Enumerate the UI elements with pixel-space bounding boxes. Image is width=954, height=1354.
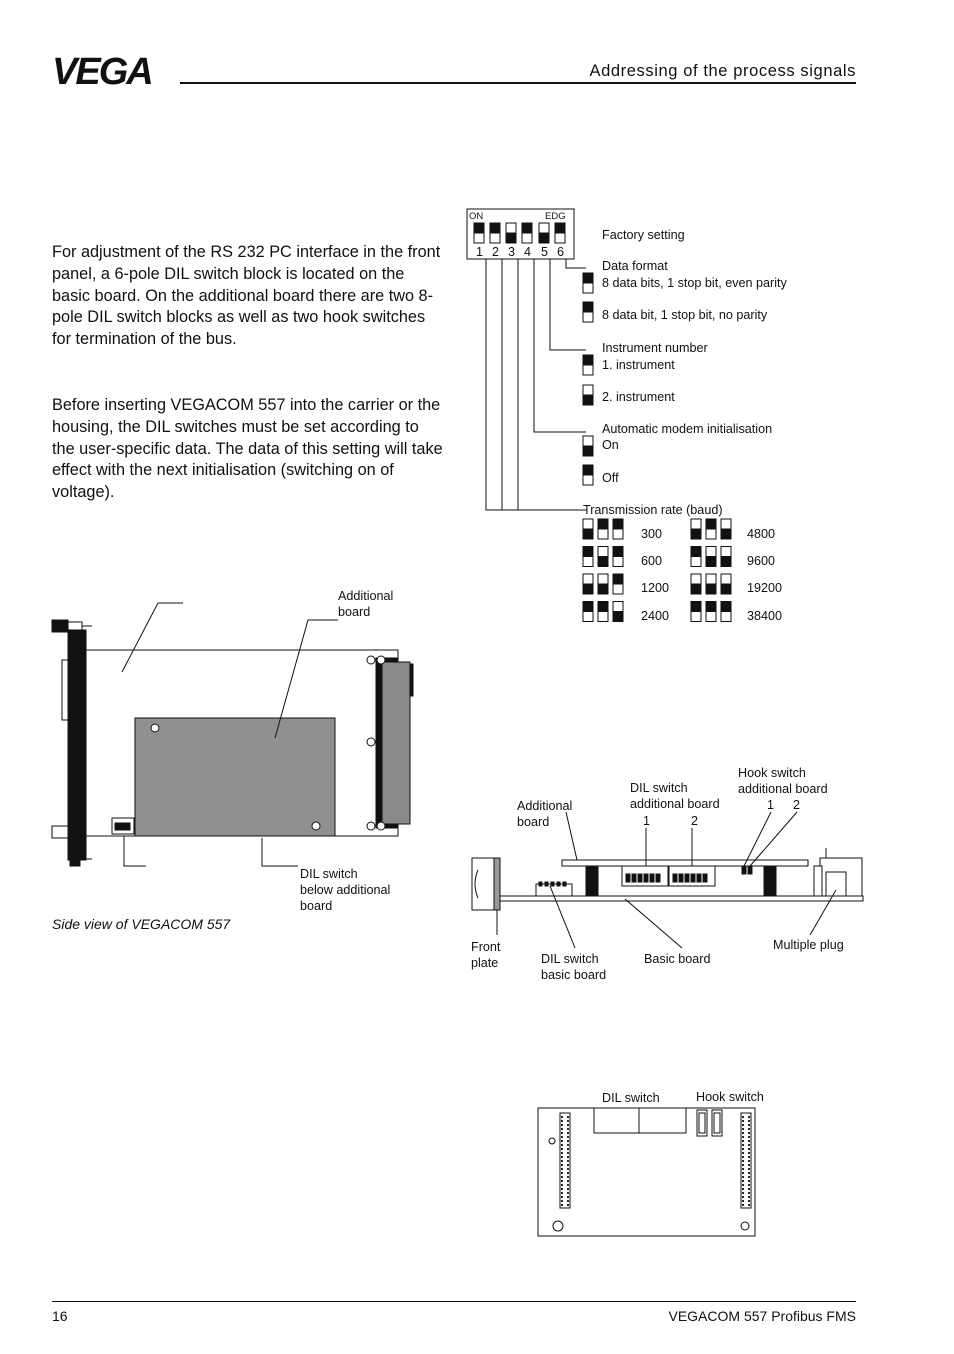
connector-pin (567, 1204, 569, 1206)
basic-board-label: Basic board (644, 952, 711, 966)
connector-pin (561, 1192, 563, 1194)
top-dil-switch-label: DIL switch (602, 1091, 660, 1105)
edge-dil-additional-label: DIL switch additional board (630, 781, 720, 811)
connector-pin (567, 1164, 569, 1166)
connector-pin (748, 1180, 750, 1182)
connector-pin (567, 1188, 569, 1190)
edge-dil-number-2: 2 (691, 814, 699, 828)
connector-pin (748, 1184, 750, 1186)
connector-pin (742, 1188, 744, 1190)
side-additional-board-label: Additional board (338, 589, 394, 619)
auto-modem-off: Off (602, 471, 619, 485)
instruction-paragraph: Before inserting VEGACOM 557 into the carrier or the housing, the DIL switches must be set according to the user-specific data. The data of this setting will take effect with the next initialisation (switching on of voltage). (52, 396, 443, 502)
rate-4800: 4800 (747, 527, 776, 541)
auto-modem-label: Automatic modem initialisation (602, 422, 773, 436)
connector-pin (561, 1120, 563, 1122)
connector-pin (567, 1192, 569, 1194)
connector-pin (561, 1180, 563, 1182)
connector-pin (748, 1196, 750, 1198)
connector-pin (567, 1132, 569, 1134)
multiple-plug-label: Multiple plug (773, 938, 844, 952)
intro-paragraph: For adjustment of the RS 232 PC interface in the front panel, a 6-pole DIL switch block is located on the basic board. On the additional board there are two 8-pole DIL switch blocks as well as two hook switches for termination of the bus. (52, 243, 441, 349)
connector-pin (742, 1116, 744, 1118)
rate-600: 600 (641, 554, 663, 568)
connector-pin (748, 1176, 750, 1178)
connector-pin (748, 1116, 750, 1118)
edge-dil-number-1: 1 (643, 814, 651, 828)
connector-pin (742, 1164, 744, 1166)
connector-pin (748, 1136, 750, 1138)
connector-pin (742, 1172, 744, 1174)
connector-pin (748, 1124, 750, 1126)
connector-pin (567, 1176, 569, 1178)
connector-pin (567, 1140, 569, 1142)
connector-pin (561, 1136, 563, 1138)
connector-pin (748, 1156, 750, 1158)
switch-number-4: 4 (524, 245, 532, 259)
connector-pin (742, 1204, 744, 1206)
connector-pin (742, 1144, 744, 1146)
connector-pin (561, 1176, 563, 1178)
edge-hook-switch-label: Hook switch additional board (738, 766, 828, 796)
section-title: Addressing of the process signals (589, 62, 856, 80)
top-hook-switch-label: Hook switch (696, 1090, 764, 1104)
rate-19200: 19200 (747, 581, 783, 595)
connector-pin (567, 1124, 569, 1126)
page-number: 16 (52, 1308, 68, 1324)
connector-pin (561, 1116, 563, 1118)
connector-pin (742, 1176, 744, 1178)
side-dil-below-label: DIL switch below additional board (300, 867, 391, 913)
connector-pin (561, 1184, 563, 1186)
logo-text: VEGA (52, 52, 152, 88)
rate-2400: 2400 (641, 609, 670, 623)
instrument-2-label: 2. instrument (602, 390, 675, 404)
switch-number-1: 1 (476, 245, 484, 259)
connector-pin (742, 1120, 744, 1122)
data-format-option-1: 8 data bits, 1 stop bit, even parity (602, 276, 787, 290)
connector-pin (748, 1192, 750, 1194)
connector-pin (748, 1152, 750, 1154)
connector-pin (742, 1180, 744, 1182)
connector-pin (567, 1128, 569, 1130)
front-plate-label: Front plate (471, 940, 501, 970)
connector-pin (561, 1140, 563, 1142)
connector-pin (748, 1128, 750, 1130)
connector-pin (742, 1184, 744, 1186)
connector-pin (567, 1152, 569, 1154)
connector-pin (561, 1152, 563, 1154)
connector-pin (742, 1196, 744, 1198)
connector-pin (567, 1184, 569, 1186)
connector-pin (567, 1148, 569, 1150)
rate-38400: 38400 (747, 609, 783, 623)
connector-pin (567, 1196, 569, 1198)
factory-setting-label: Factory setting (602, 228, 685, 242)
connector-pin (561, 1128, 563, 1130)
connector-pin (561, 1164, 563, 1166)
figure-caption: Side view of VEGACOM 557 (52, 916, 231, 932)
connector-pin (561, 1132, 563, 1134)
edge-hook-number-2: 2 (793, 798, 801, 812)
document-title: VEGACOM 557 Profibus FMS (668, 1308, 856, 1324)
connector-pin (567, 1172, 569, 1174)
connector-pin (561, 1148, 563, 1150)
connector-pin (567, 1180, 569, 1182)
connector-pin (748, 1204, 750, 1206)
connector-pin (567, 1160, 569, 1162)
connector-pin (742, 1152, 744, 1154)
instrument-number-label: Instrument number (602, 341, 708, 355)
connector-pin (748, 1164, 750, 1166)
connector-pin (748, 1140, 750, 1142)
rate-1200: 1200 (641, 581, 670, 595)
connector-pin (742, 1192, 744, 1194)
switch-number-2: 2 (492, 245, 500, 259)
connector-pin (748, 1132, 750, 1134)
connector-pin (567, 1168, 569, 1170)
connector-pin (748, 1172, 750, 1174)
connector-pin (742, 1148, 744, 1150)
connector-pin (567, 1156, 569, 1158)
connector-pin (561, 1160, 563, 1162)
connector-pin (742, 1128, 744, 1130)
connector-pin (742, 1200, 744, 1202)
connector-pin (561, 1188, 563, 1190)
connector-pin (567, 1116, 569, 1118)
dil-basic-board-label: DIL switch basic board (541, 952, 607, 982)
connector-pin (742, 1136, 744, 1138)
connector-pin (561, 1200, 563, 1202)
connector-pin (561, 1144, 563, 1146)
connector-pin (748, 1120, 750, 1122)
connector-pin (561, 1156, 563, 1158)
transmission-rate-label: Transmission rate (baud) (583, 503, 723, 517)
edge-hook-number-1: 1 (767, 798, 775, 812)
auto-modem-on: On (602, 438, 619, 452)
rate-300: 300 (641, 527, 663, 541)
connector-pin (567, 1200, 569, 1202)
connector-pin (561, 1196, 563, 1198)
connector-pin (742, 1140, 744, 1142)
edg-label: EDG (545, 211, 566, 222)
connector-pin (748, 1160, 750, 1162)
connector-pin (748, 1200, 750, 1202)
connector-pin (561, 1168, 563, 1170)
connector-pin (748, 1168, 750, 1170)
switch-number-6: 6 (557, 245, 565, 259)
switch-number-3: 3 (508, 245, 516, 259)
data-format-label: Data format (602, 259, 668, 273)
footer-rule (52, 1301, 856, 1302)
connector-pin (567, 1136, 569, 1138)
switch-number-5: 5 (541, 245, 549, 259)
data-format-option-2: 8 data bit, 1 stop bit, no parity (602, 308, 768, 322)
connector-pin (561, 1204, 563, 1206)
connector-pin (748, 1144, 750, 1146)
instrument-1-label: 1. instrument (602, 358, 675, 372)
connector-pin (567, 1144, 569, 1146)
connector-pin (748, 1188, 750, 1190)
on-label: ON (469, 211, 484, 222)
connector-pin (742, 1124, 744, 1126)
connector-pin (748, 1148, 750, 1150)
connector-pin (561, 1124, 563, 1126)
connector-pin (742, 1156, 744, 1158)
connector-pin (742, 1160, 744, 1162)
connector-pin (561, 1172, 563, 1174)
connector-pin (742, 1132, 744, 1134)
edge-additional-board-label: Additional board (517, 799, 573, 829)
rate-9600: 9600 (747, 554, 776, 568)
connector-pin (567, 1120, 569, 1122)
connector-pin (742, 1168, 744, 1170)
